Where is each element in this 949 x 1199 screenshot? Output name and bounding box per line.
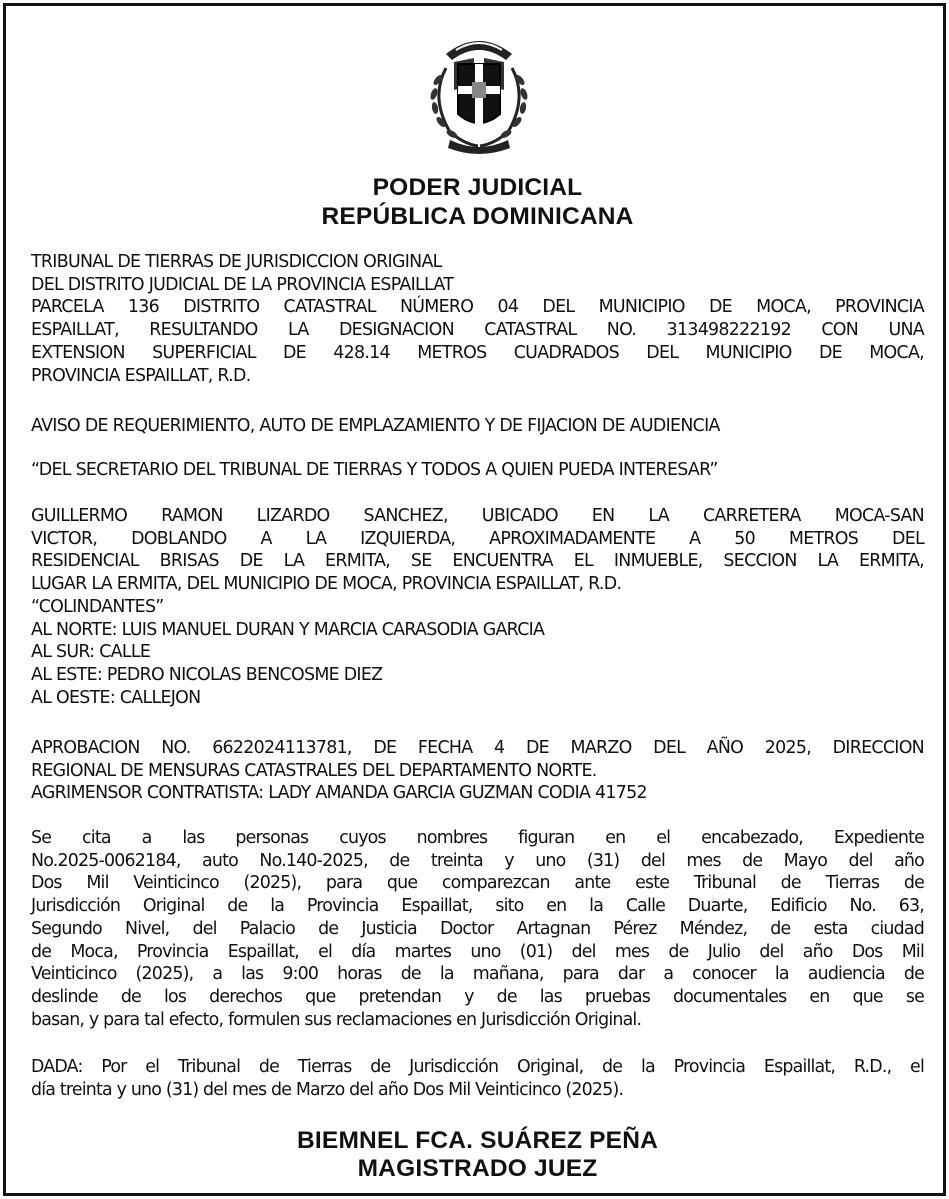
intro-line: ESPAILLAT, RESULTANDO LA DESIGNACION CATASTRAL NO. 313498222192 CON UNA (31, 320, 924, 341)
notice-title (31, 415, 924, 438)
notice-title-text: AVISO DE REQUERIMIENTO, AUTO DE EMPLAZAMIENTO Y DE FIJACION DE AUDIENCIA (31, 416, 720, 436)
location-line: RESIDENCIAL BRISAS DE LA ERMITA, SE ENCUENTRA EL INMUEBLE, SECCION LA ERMITA, (31, 551, 924, 572)
location-line: VICTOR, DOBLANDO A LA IZQUIERDA, APROXIMADAMENTE A 50 METROS DEL (31, 528, 924, 549)
approval-block (31, 737, 924, 805)
intro-line: PARCELA 136 DISTRITO CATASTRAL NÚMERO 04 DEL MUNICIPIO DE MOCA, PROVINCIA (31, 297, 924, 318)
boundary-north: AL NORTE: LUIS MANUEL DURAN Y MARCIA CARASODIA GARCIA (31, 619, 545, 640)
addressee (31, 459, 924, 482)
citation-line: basan, y para tal efecto, formulen sus reclamaciones en Jurisdicción Original. (31, 1009, 642, 1030)
intro-line: PROVINCIA ESPAILLAT, R.D. (31, 365, 251, 386)
citation-line: Segundo Nivel, del Palacio de Justicia Doctor Artagnan Pérez Méndez, de esta ciudad (31, 918, 924, 939)
given-line: DADA: Por el Tribunal de Tierras de Jurisdicción Original, de la Provincia Espaillat, R.D., el (31, 1057, 924, 1077)
boundaries-heading: “COLINDANTES” (31, 596, 164, 617)
citation-line: No.2025-0062184, auto No.140-2025, de treinta y uno (31) del mes de Mayo del año (31, 850, 924, 871)
signature-title: MAGISTRADO JUEZ (357, 1155, 598, 1182)
signature-name: BIEMNEL FCA. SUÁREZ PEÑA (297, 1127, 658, 1154)
boundary-west: AL OESTE: CALLEJON (31, 687, 201, 708)
citation-line: Jurisdicción Original de la Provincia Espaillat, sito en la Calle Duarte, Edificio No. 63, (31, 896, 924, 917)
citation-block (31, 827, 924, 1031)
addressee-text: “DEL SECRETARIO DEL TRIBUNAL DE TIERRAS Y TODOS A QUIEN PUEDA INTERESAR” (31, 460, 718, 480)
intro-line: TRIBUNAL DE TIERRAS DE JURISDICCION ORIGINAL (31, 252, 442, 272)
citation-line: Se cita a las personas cuyos nombres figuran en el encabezado, Expediente (31, 828, 924, 848)
citation-line: Veinticinco (2025), a las 9:00 horas de la mañana, para dar a conocer la audiencia de (31, 964, 924, 985)
location-line: LUGAR LA ERMITA, DEL MUNICIPIO DE MOCA, PROVINCIA ESPAILLAT, R.D. (31, 574, 622, 595)
given-line: día treinta y uno (31) del mes de Marzo del año Dos Mil Veinticinco (2025). (31, 1079, 624, 1100)
header-line-2: REPÚBLICA DOMINICANA (321, 203, 634, 230)
header-line-1: PODER JUDICIAL (372, 174, 583, 201)
approval-line: AGRIMENSOR CONTRATISTA: LADY AMANDA GARCIA GUZMAN CODIA 41752 (31, 783, 647, 804)
approval-line: APROBACION NO. 6622024113781, DE FECHA 4 DE MARZO DEL AÑO 2025, DIRECCION (31, 738, 924, 758)
boundary-east: AL ESTE: PEDRO NICOLAS BENCOSME DIEZ (31, 664, 383, 685)
location-block (31, 505, 924, 709)
coat-of-arms-icon (416, 28, 542, 158)
intro-line: EXTENSION SUPERFICIAL DE 428.14 METROS CUADRADOS DEL MUNICIPIO DE MOCA, (31, 342, 924, 363)
intro-block (31, 251, 924, 387)
approval-line: REGIONAL DE MENSURAS CATASTRALES DEL DEPARTAMENTO NORTE. (31, 760, 597, 781)
intro-line: DEL DISTRITO JUDICIAL DE LA PROVINCIA ESPAILLAT (31, 274, 454, 295)
citation-line: deslinde de los derechos que pretendan y de las pruebas documentales en que se (31, 986, 924, 1007)
location-line: GUILLERMO RAMON LIZARDO SANCHEZ, UBICADO EN LA CARRETERA MOCA-SAN (31, 506, 924, 526)
given-block (31, 1056, 924, 1101)
boundary-south: AL SUR: CALLE (31, 642, 151, 663)
citation-line: de Moca, Provincia Espaillat, el día martes uno (01) del mes de Julio del año Dos Mil (31, 941, 924, 962)
citation-line: Dos Mil Veinticinco (2025), para que comparezcan ante este Tribunal de Tierras de (31, 873, 924, 894)
notice-frame (3, 3, 946, 1196)
